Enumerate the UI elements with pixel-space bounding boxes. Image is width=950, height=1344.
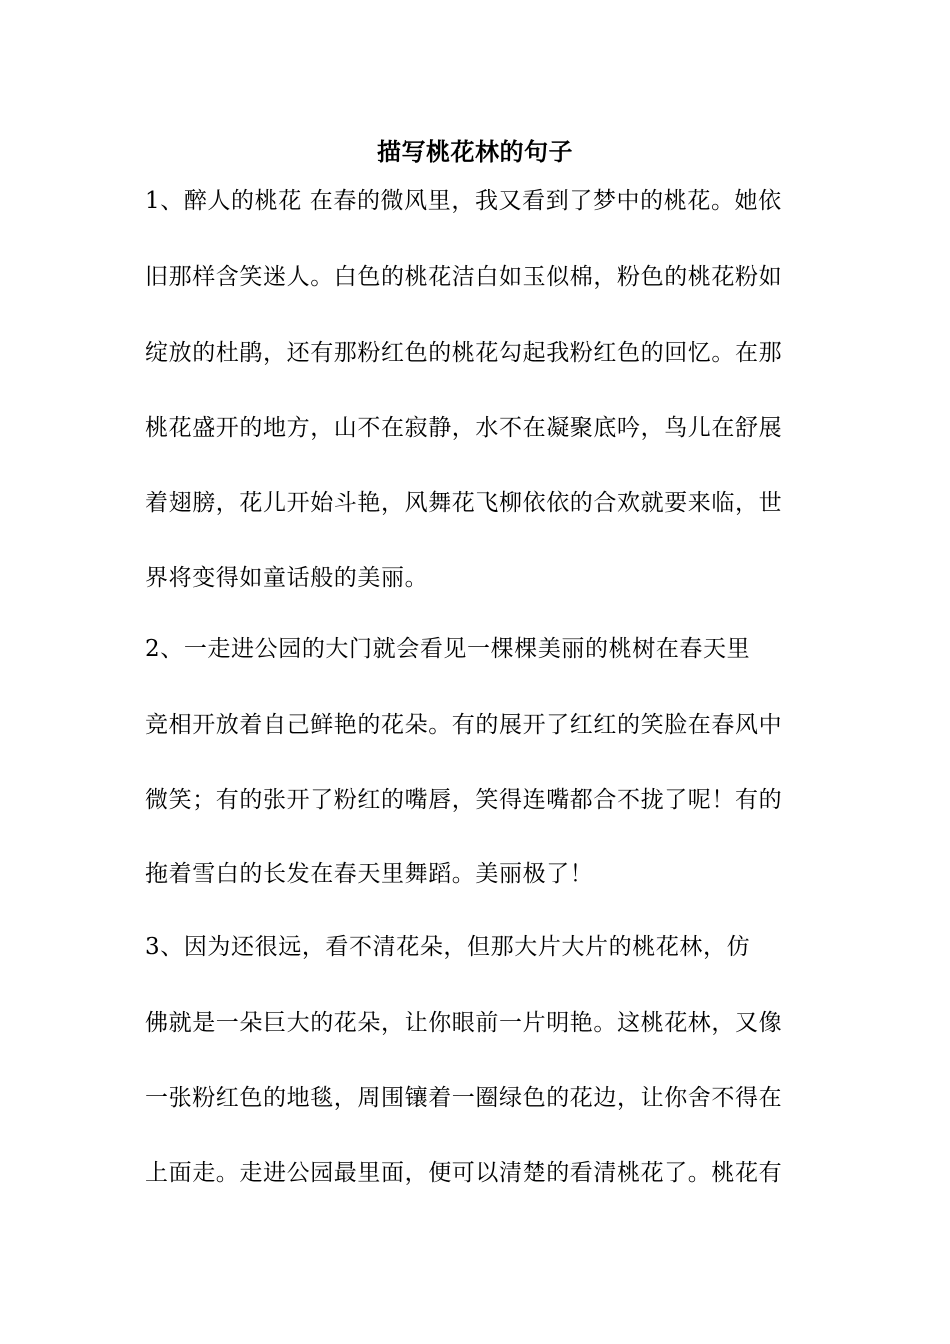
text-line: 拖着雪白的长发在春天里舞蹈。美丽极了！	[145, 861, 594, 887]
text-line: 着翅膀，花儿开始斗艳，风舞花飞柳依依的合欢就要来临，世	[145, 490, 783, 516]
text-line: 桃花盛开的地方，山不在寂静，水不在凝聚底吟，鸟儿在舒展	[145, 415, 783, 441]
document-title: 描写桃花林的句子	[377, 137, 573, 166]
text-line: 绽放的杜鹃，还有那粉红色的桃花勾起我粉红色的回忆。在那	[145, 340, 783, 366]
text-line: 竞相开放着自己鲜艳的花朵。有的展开了红红的笑脸在春风中	[145, 712, 783, 738]
text-line: 2、一走进公园的大门就会看见一棵棵美丽的桃树在春天里	[145, 636, 751, 662]
text-line: 微笑；有的张开了粉红的嘴唇，笑得连嘴都合不拢了呢！有的	[145, 787, 783, 813]
text-line: 3、因为还很远，看不清花朵，但那大片大片的桃花林，仿	[145, 934, 751, 960]
text-line: 1、醉人的桃花 在春的微风里，我又看到了梦中的桃花。她依	[145, 188, 782, 214]
text-line: 一张粉红色的地毯，周围镶着一圈绿色的花边，让你舍不得在	[145, 1085, 783, 1111]
text-line: 界将变得如童话般的美丽。	[145, 565, 429, 591]
text-line: 佛就是一朵巨大的花朵，让你眼前一片明艳。这桃花林，又像	[145, 1010, 783, 1036]
text-line: 上面走。走进公园最里面，便可以清楚的看清桃花了。桃花有	[145, 1160, 783, 1186]
text-line: 旧那样含笑迷人。白色的桃花洁白如玉似棉，粉色的桃花粉如	[145, 264, 783, 290]
